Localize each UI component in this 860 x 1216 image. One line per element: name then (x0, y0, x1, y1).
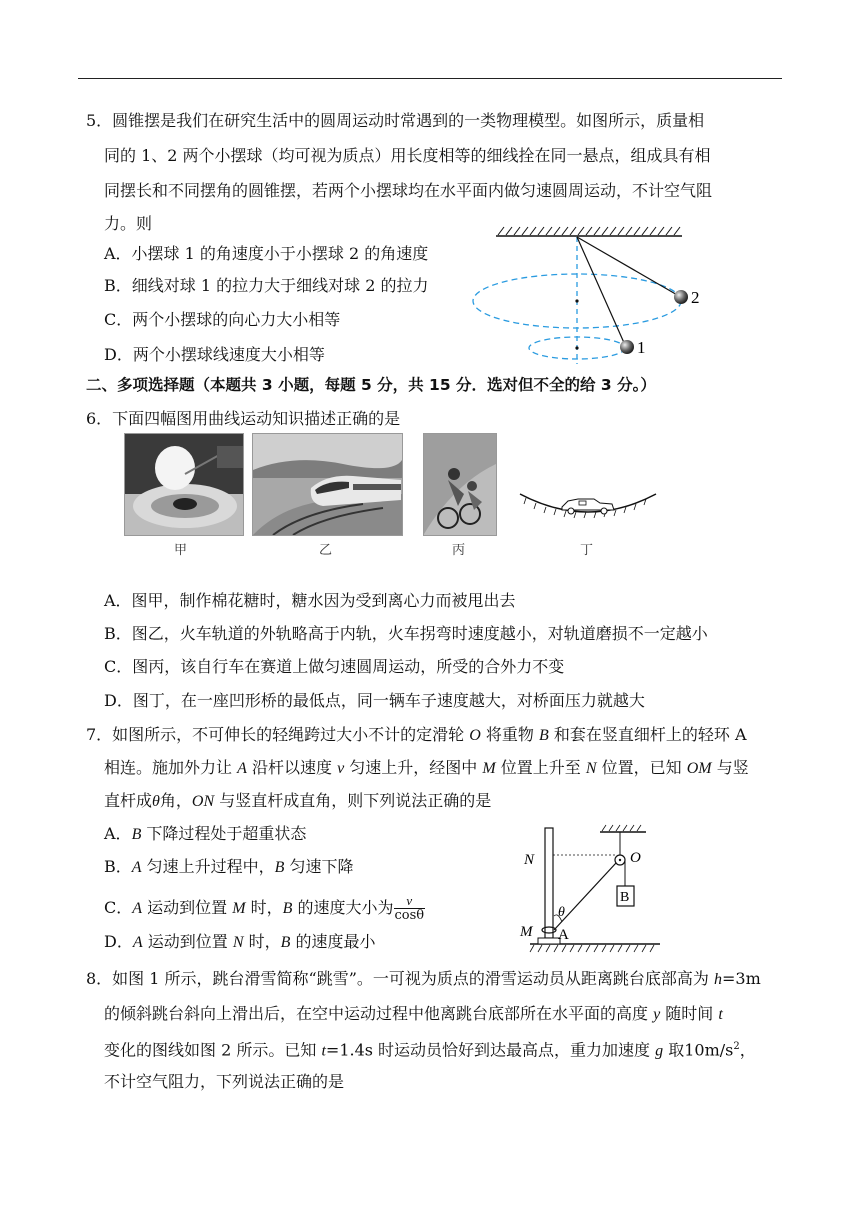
q5-option-d: D．两个小摆球线速度大小相等 (104, 345, 325, 364)
label-theta: θ (558, 905, 565, 920)
q7-option-a: A．B 下降过程处于超重状态 (104, 824, 307, 843)
q6-stem: 6．下面四幅图用曲线运动知识描述正确的是 (86, 409, 401, 428)
q5-line-4: 力。则 (104, 214, 153, 233)
label-a: A (558, 927, 569, 943)
q8-line-4: 不计空气阻力，下列说法正确的是 (104, 1072, 345, 1091)
label-n: N (524, 852, 535, 868)
q8-line-2: 的倾斜跳台斜向上滑出后，在空中运动过程中他离跳台底部所在水平面的高度 y 随时间 t (104, 1004, 723, 1023)
photo-cyclists (423, 433, 497, 536)
pulley-rod-figure (510, 822, 670, 958)
q7-line-2: 相连。施加外力让 A 沿杆以速度 v 匀速上升，经图中 M 位置上升至 N 位置，已知 OM 与竖 (104, 758, 749, 777)
label-o: O (630, 850, 641, 866)
q7-option-c: C．A 运动到位置 M 时，B 的速度大小为 $\frac{v}{\cos\theta}$ (104, 893, 425, 923)
q6-option-b: B．图乙，火车轨道的外轨略高于内轨，火车拐弯时速度越小，对轨道磨损不一定越小 (104, 624, 708, 643)
header-rule (78, 78, 782, 79)
q5-option-c: C．两个小摆球的向心力大小相等 (104, 310, 341, 329)
q6-option-c: C．图丙，该自行车在赛道上做匀速圆周运动，所受的合外力不变 (104, 657, 565, 676)
q5-option-b: B．细线对球 1 的拉力大于细线对球 2 的拉力 (104, 276, 429, 295)
q7-option-b: B．A 匀速上升过程中，B 匀速下降 (104, 857, 354, 876)
q6-option-a: A．图甲，制作棉花糖时，糖水因为受到离心力而被甩出去 (104, 591, 516, 610)
ball-2-label: 2 (691, 288, 700, 307)
caption-ding: 丁 (580, 543, 594, 558)
q5-line-1: 5．圆锥摆是我们在研究生活中的圆周运动时常遇到的一类物理模型。如图所示，质量相 (86, 111, 705, 130)
concave-bridge-figure (516, 486, 660, 526)
fraction-v-over-cos-theta: $\frac{v}{\cos\theta}$ (394, 893, 425, 923)
photo-cotton-candy (124, 433, 244, 536)
conical-pendulum-figure (466, 222, 736, 372)
q5-option-a: A．小摆球 1 的角速度小于小摆球 2 的角速度 (104, 244, 429, 263)
label-m: M (520, 924, 533, 940)
q5-line-3: 同摆长和不同摆角的圆锥摆，若两个小摆球均在水平面内做匀速圆周运动，不计空气阻 (104, 181, 713, 200)
q7-line-1: 7．如图所示，不可伸长的轻绳跨过大小不计的定滑轮 O 将重物 B 和套在竖直细杆上的轻环 A (86, 725, 747, 744)
caption-bing: 丙 (452, 543, 466, 558)
caption-jia: 甲 (174, 543, 188, 558)
label-b: B (620, 890, 630, 905)
q6-option-d: D．图丁，在一座凹形桥的最低点，同一辆车子速度越大，对桥面压力就越大 (104, 691, 645, 710)
q5-line-2: 同的 1、2 两个小摆球（均可视为质点）用长度相等的细线拴在同一悬点，组成具有相 (104, 146, 711, 165)
ball-1-label: 1 (637, 338, 646, 357)
q7-option-d: D．A 运动到位置 N 时，B 的速度最小 (104, 932, 376, 951)
caption-yi: 乙 (319, 543, 333, 558)
q8-line-1: 8．如图 1 所示，跳台滑雪简称“跳雪”。一可视为质点的滑雪运动员从距离跳台底部高为 h=3m (86, 969, 761, 988)
photo-train (252, 433, 403, 536)
section-2-heading: 二、多项选择题（本题共 3 小题，每题 5 分，共 15 分．选对但不全的给 3 分。） (86, 376, 656, 394)
q8-line-3: 变化的图线如图 2 所示。已知 t=1.4s 时运动员恰好到达最高点，重力加速度 g 取$10m/s^2$， (104, 1040, 756, 1060)
q7-line-3: 直杆成θ角，ON 与竖直杆成直角，则下列说法正确的是 (104, 791, 492, 810)
